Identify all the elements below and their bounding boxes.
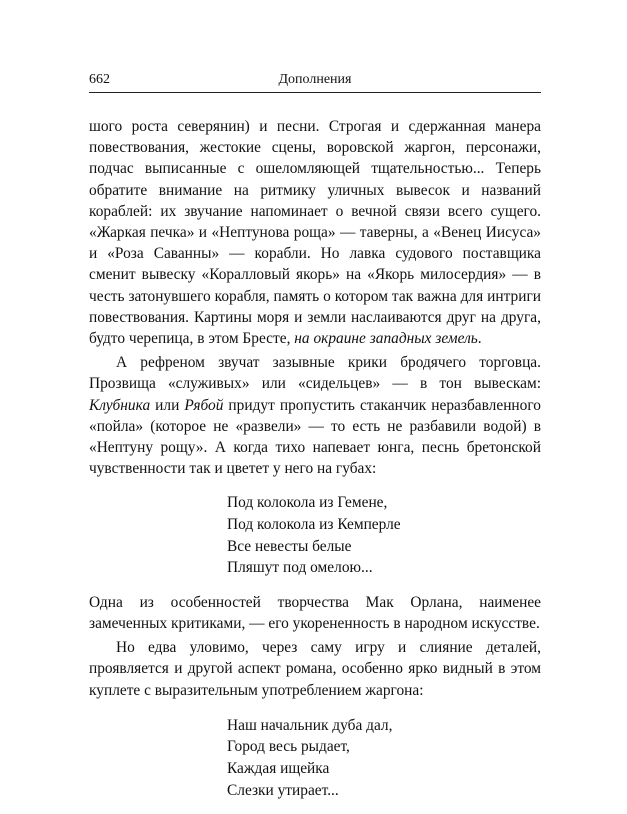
paragraph-1-italic: на окраине западных земель [294, 330, 478, 348]
paragraph-1-text: шого роста северянин) и песни. Строгая и сдержанная манера повествования, жестокие сцены, воровской жаргон, персонажи, подчас выписанные с ошеломляющей тщательностью... Теперь обратите внимание на ритмику уличных вывесок и названий кораблей: их звучание напоминает о вечной связи всего сущего. «Жаркая печка» и «Нептунова роща» — таверны, а «Венец Иисуса» и «Роза Саванны» — корабли. Но лавка судового поставщика сменит вывеску «Коралловый якорь» на «Якорь милосердия» — в честь затонувшего корабля, память о котором так важна для интриги повествования. Картины моря и земли наслаиваются друг на друга, будто черепица, в этом Бресте, [89, 118, 541, 348]
verse-1-line: Пляшут под омелою... [227, 559, 373, 577]
verse-1-line: Все невесты белые [227, 537, 352, 555]
verse-2 [227, 715, 541, 801]
paragraph-3: Одна из особенностей творчества Мак Орлана, наименее замеченных критиками, — его укорененность в народном искусстве. [89, 593, 541, 633]
paragraph-1-end: . [477, 330, 482, 348]
verse-1-line: Под колокола из Гемене, [227, 494, 388, 512]
running-title: Дополнения [278, 72, 352, 87]
verse-2-line: Наш начальник дуба дал, [227, 716, 393, 734]
paragraph-2-text-b: или [150, 396, 185, 414]
body-text [89, 116, 541, 814]
paragraph-2-italic-1: Клубника [89, 396, 151, 414]
verse-2-line: Слезки утирает... [227, 781, 339, 799]
verse-1-line: Под колокола из Кемперле [227, 516, 401, 534]
paragraph-2-text-a: А рефреном звучат зазывные крики бродячего торговца. Прозвища «служивых» или «сидельцев» — в тон вывескам: [89, 354, 541, 393]
paragraph-1 [89, 116, 541, 349]
paragraph-4: Но едва уловимо, через саму игру и слияние деталей, проявляется и другой аспект романа, особенно ярко видный в этом куплете с выразительным употреблением жаргона: [89, 639, 541, 699]
verse-2-line: Каждая ищейка [227, 760, 330, 778]
page-header [89, 70, 541, 93]
paragraph-2 [89, 352, 541, 479]
page-number: 662 [89, 72, 110, 87]
paragraph-2-italic-2: Рябой [184, 396, 224, 414]
verse-2-line: Город весь рыдает, [227, 738, 350, 756]
paragraph-2-text-c: придут пропустить стаканчик неразбавленного «пойла» (которое не «развели» — то есть не разбавили водой) в «Нептуну рощу». А когда тихо напевает юнга, песнь бретонской чувственности так и цветет у него на губах: [89, 396, 541, 478]
verse-1 [227, 492, 541, 578]
